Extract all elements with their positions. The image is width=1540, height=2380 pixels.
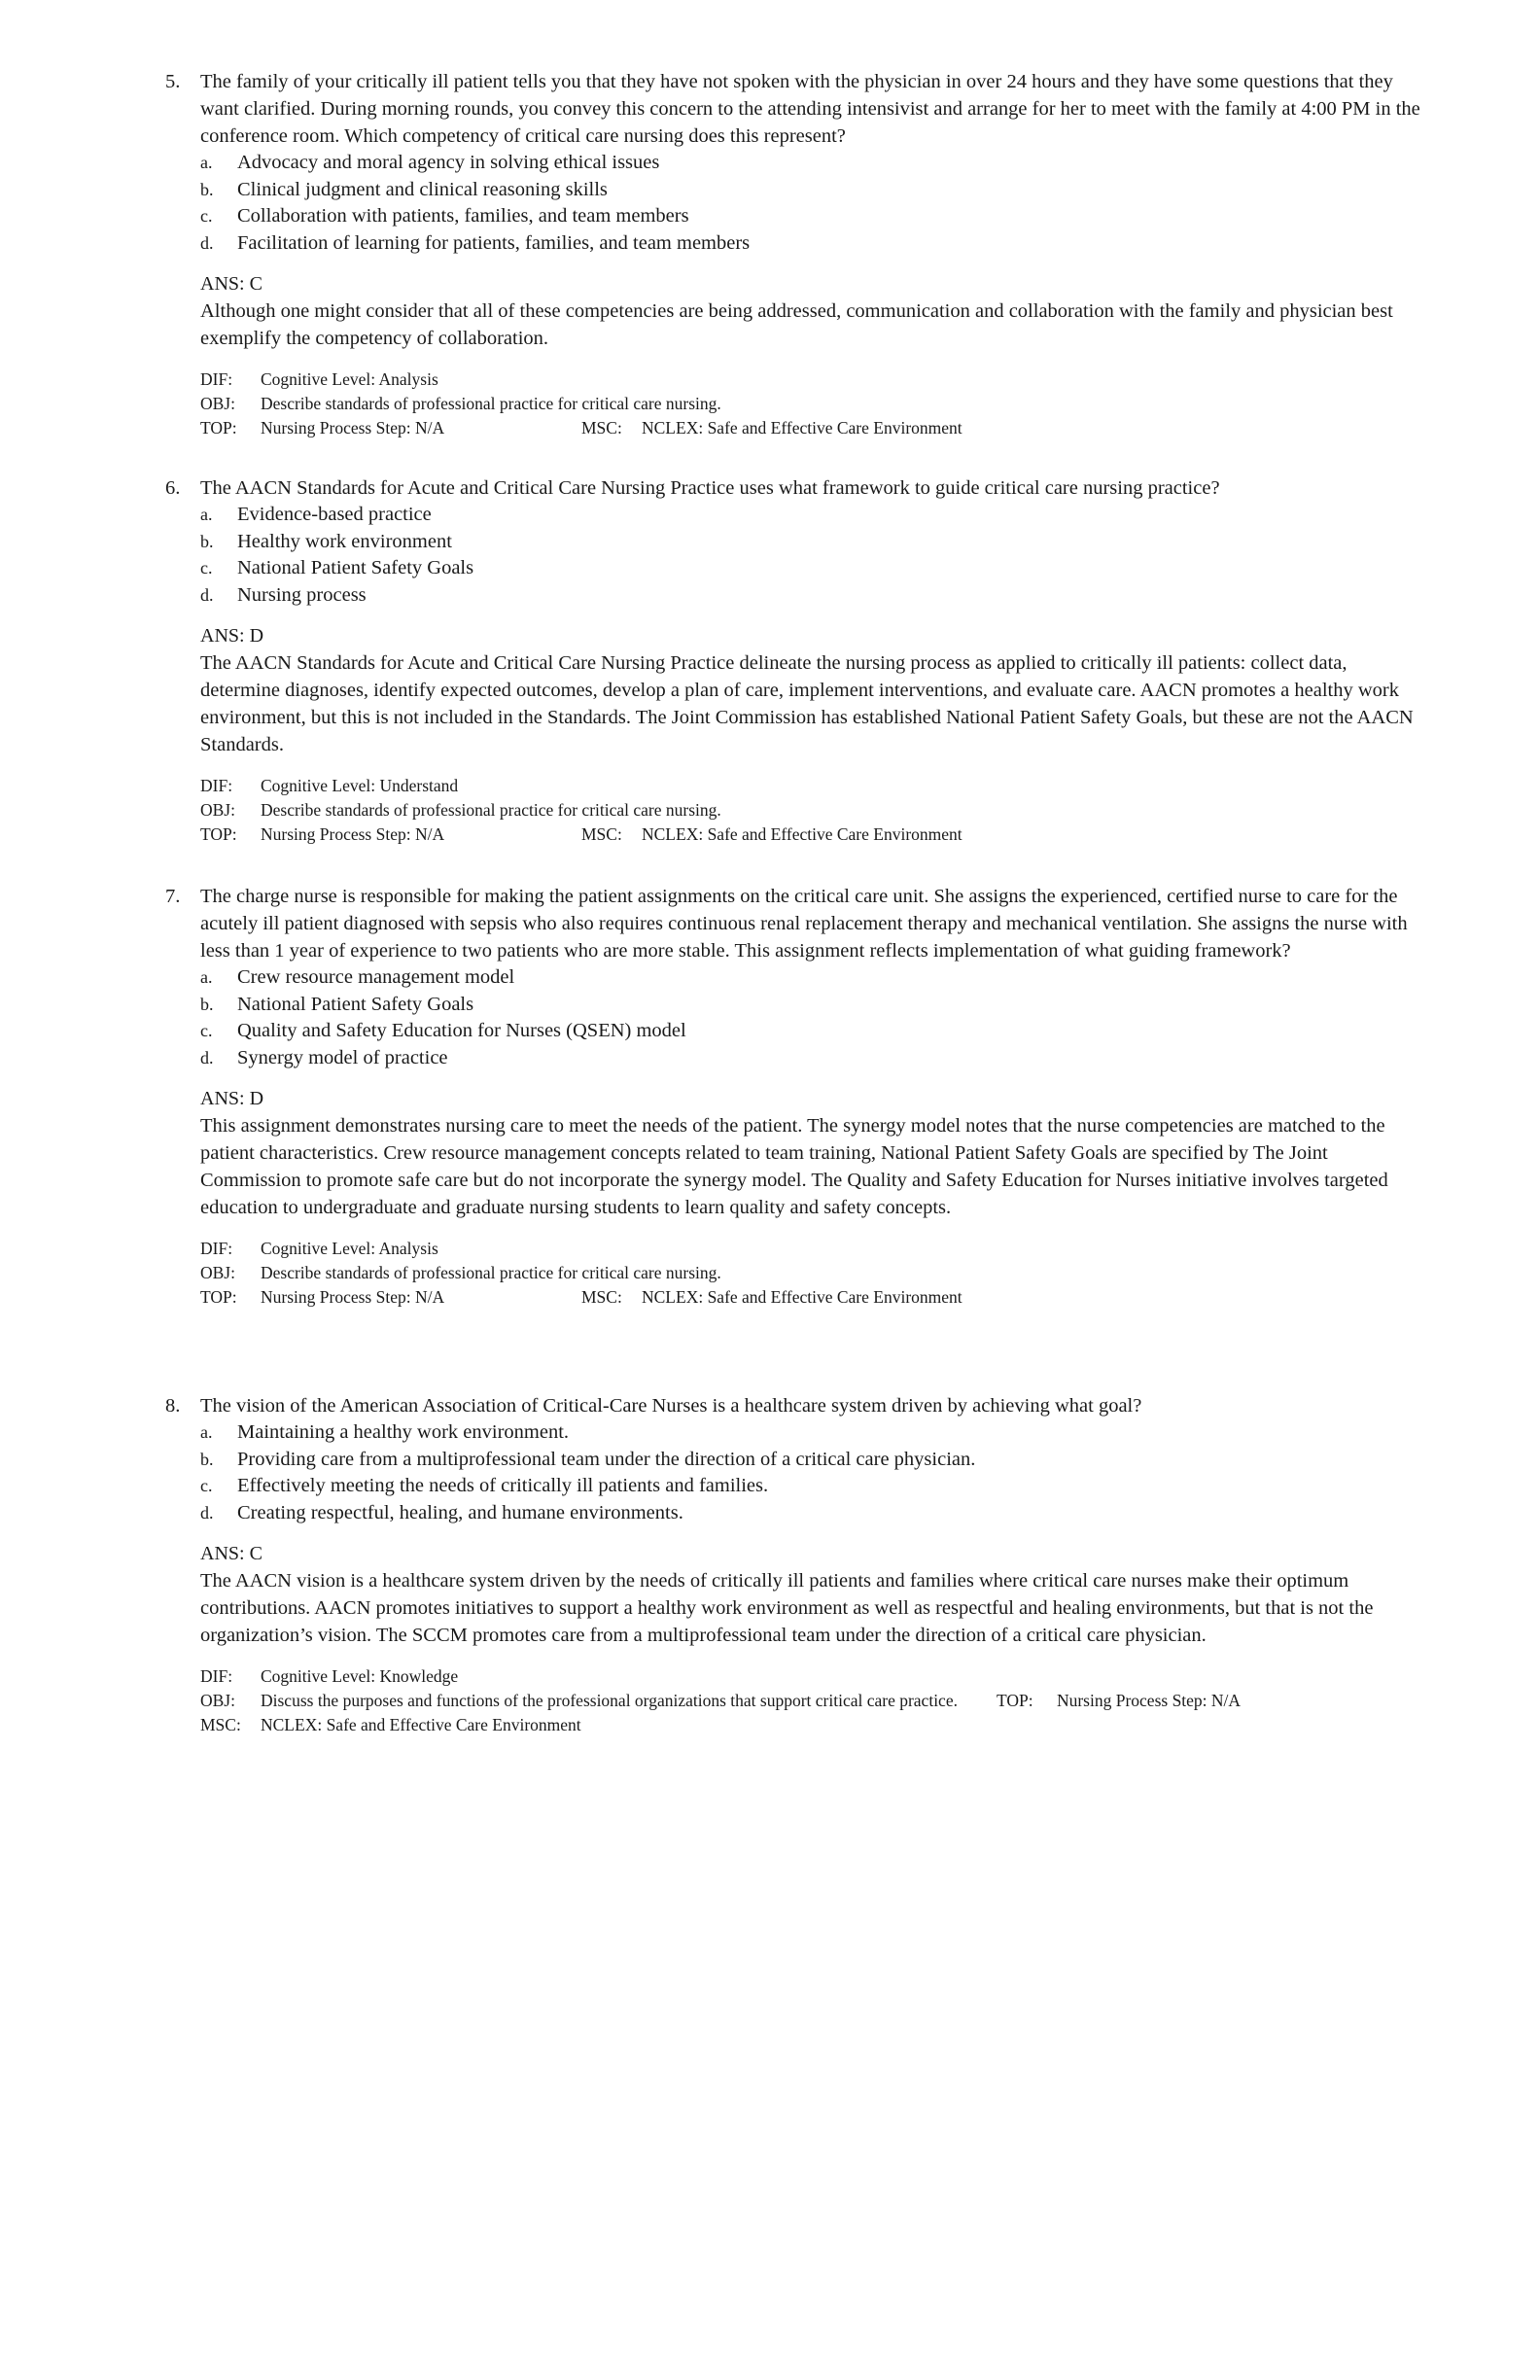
option-text: Creating respectful, healing, and humane environments. — [237, 1501, 683, 1523]
top-label: TOP: — [200, 824, 237, 844]
msc-value: NCLEX: Safe and Effective Care Environment — [642, 824, 962, 844]
option-letter: c. — [200, 1476, 213, 1495]
difficulty-line — [200, 1237, 1429, 1261]
top-label: TOP: — [200, 418, 237, 438]
option-c — [165, 1473, 1429, 1500]
obj-value: Discuss the purposes and functions of the professional organizations that support critical care practice. — [261, 1691, 958, 1710]
difficulty-line — [200, 1664, 1429, 1689]
answer-key: ANS: D — [200, 625, 264, 647]
question-5 — [165, 68, 1429, 440]
option-letter: b. — [200, 531, 214, 551]
option-letter: b. — [200, 1449, 214, 1469]
answer-options — [165, 150, 1429, 257]
msc-label: MSC: — [581, 1287, 622, 1307]
top-label: TOP: — [200, 1287, 237, 1307]
question-text: The AACN Standards for Acute and Critical Care Nursing Practice uses what framework to guide critical care nursing practice? — [200, 477, 1220, 499]
dif-value: Cognitive Level: Knowledge — [261, 1666, 459, 1686]
topic-line — [200, 416, 1429, 440]
option-c — [165, 1018, 1429, 1045]
question-number: 6. — [165, 477, 181, 499]
top-value: Nursing Process Step: N/A — [261, 418, 445, 438]
answer-options — [165, 1419, 1429, 1526]
option-text: Facilitation of learning for patients, families, and team members — [237, 231, 751, 254]
objective-line — [200, 1689, 1429, 1713]
option-text: National Patient Safety Goals — [237, 557, 474, 578]
option-letter: d. — [200, 584, 214, 605]
obj-label: OBJ: — [200, 394, 235, 413]
question-metadata — [165, 774, 1429, 847]
question-stem — [165, 474, 1429, 502]
rationale: Although one might consider that all of these competencies are being addressed, communication and collaboration with the family and physician best exemplify the competency of collaboration. — [200, 300, 1393, 349]
option-letter: a. — [200, 967, 213, 987]
question-7 — [165, 883, 1429, 1310]
option-d — [165, 230, 1429, 258]
option-letter: b. — [200, 994, 214, 1014]
option-letter: a. — [200, 1422, 213, 1442]
option-a — [165, 502, 1429, 529]
obj-value: Describe standards of professional practice for critical care nursing. — [261, 394, 721, 413]
option-text: Providing care from a multiprofessional team under the direction of a critical care physician. — [237, 1448, 976, 1470]
dif-value: Cognitive Level: Analysis — [261, 369, 438, 389]
msc-label: MSC: — [581, 824, 622, 844]
rationale: The AACN Standards for Acute and Critical Care Nursing Practice delineate the nursing process as applied to critically ill patients: collect data, determine diagnoses, identify expected outcomes, develop a plan of care, implement interventions, and evaluate care. AACN promotes a healthy work environment, but this is not included in the Standards. The Joint Commission has established National Patient Safety Goals, but these are not the AACN Standards. — [200, 652, 1414, 755]
option-letter: c. — [200, 1021, 213, 1040]
option-letter: c. — [200, 206, 213, 226]
difficulty-line — [200, 368, 1429, 392]
msc-label: MSC: — [581, 418, 622, 438]
obj-value: Describe standards of professional practice for critical care nursing. — [261, 800, 721, 820]
objective-line — [200, 798, 1429, 822]
option-a — [165, 964, 1429, 992]
option-text: Nursing process — [237, 583, 367, 606]
question-stem — [165, 1392, 1429, 1419]
option-text: Advocacy and moral agency in solving ethical issues — [237, 152, 660, 173]
dif-value: Cognitive Level: Analysis — [261, 1239, 438, 1258]
option-d — [165, 582, 1429, 610]
option-b — [165, 529, 1429, 556]
question-stem — [165, 883, 1429, 964]
question-metadata — [165, 368, 1429, 440]
objective-line — [200, 392, 1429, 416]
option-c — [165, 203, 1429, 230]
dif-label: DIF: — [200, 776, 233, 795]
msc-value: NCLEX: Safe and Effective Care Environment — [642, 1287, 962, 1307]
option-c — [165, 555, 1429, 582]
question-number: 5. — [165, 71, 181, 92]
question-text: The family of your critically ill patient tells you that they have not spoken with the physician in over 24 hours and they have some questions that they want clarified. During morning rounds, you convey this concern to the attending intensivist and arrange for her to meet with the family at 4:00 PM in the conference room. Which competency of critical care nursing does this represent? — [200, 71, 1420, 147]
option-text: Collaboration with patients, families, and team members — [237, 205, 689, 227]
option-letter: c. — [200, 558, 213, 578]
question-stem — [165, 68, 1429, 150]
question-text: The vision of the American Association of Critical-Care Nurses is a healthcare system driven by achieving what goal? — [200, 1395, 1142, 1417]
top-value: Nursing Process Step: N/A — [261, 824, 445, 844]
difficulty-line — [200, 774, 1429, 798]
option-letter: a. — [200, 505, 213, 524]
option-b — [165, 1447, 1064, 1474]
option-text: Effectively meeting the needs of critically ill patients and families. — [237, 1475, 769, 1496]
dif-label: DIF: — [200, 1666, 233, 1686]
dif-label: DIF: — [200, 369, 233, 389]
rationale: This assignment demonstrates nursing care to meet the needs of the patient. The synergy model notes that the nurse competencies are matched to the patient characteristics. Crew resource management concepts related to team training, National Patient Safety Goals are specified by The Joint Commission to promote safe care but do not incorporate the synergy model. The Quality and Safety Education for Nurses initiative involves targeted education to undergraduate and graduate nursing students to learn quality and safety concepts. — [200, 1115, 1388, 1218]
obj-label: OBJ: — [200, 800, 235, 820]
msc-line — [200, 1713, 1429, 1737]
option-d — [165, 1500, 1429, 1527]
topic-line — [200, 822, 1429, 847]
option-text: Crew resource management model — [237, 966, 515, 988]
question-metadata — [165, 1237, 1429, 1310]
option-b — [165, 177, 1429, 204]
option-letter: a. — [200, 153, 213, 172]
answer-key: ANS: C — [200, 273, 262, 295]
option-letter: d. — [200, 1047, 214, 1068]
obj-label: OBJ: — [200, 1263, 235, 1282]
question-number: 8. — [165, 1395, 181, 1417]
answer-options — [165, 964, 1429, 1071]
dif-label: DIF: — [200, 1239, 233, 1258]
msc-label: MSC: — [200, 1715, 241, 1734]
answer-key: ANS: C — [200, 1543, 262, 1564]
question-text: The charge nurse is responsible for making the patient assignments on the critical care unit. She assigns the experienced, certified nurse to care for the acutely ill patient diagnosed with sepsis who also requires continuous renal replacement therapy and mechanical ventilation. She assigns the nurse with less than 1 year of experience to two patients who are more stable. This assignment reflects implementation of what guiding framework? — [200, 886, 1408, 962]
option-letter: d. — [200, 232, 214, 253]
option-b — [165, 992, 1429, 1019]
question-6 — [165, 474, 1429, 847]
msc-value: NCLEX: Safe and Effective Care Environment — [261, 1715, 581, 1734]
option-text: Synergy model of practice — [237, 1046, 448, 1068]
topic-line — [200, 1285, 1429, 1310]
option-a — [165, 150, 1429, 177]
option-text: Healthy work environment — [237, 530, 452, 552]
option-text: Maintaining a healthy work environment. — [237, 1421, 570, 1443]
option-d — [165, 1045, 1429, 1072]
option-text: National Patient Safety Goals — [237, 993, 474, 1015]
question-metadata — [165, 1664, 1429, 1737]
obj-label: OBJ: — [200, 1691, 235, 1710]
question-number: 7. — [165, 886, 181, 907]
rationale: The AACN vision is a healthcare system driven by the needs of critically ill patients and families where critical care nurses make their optimum contributions. AACN promotes initiatives to support a healthy work environment as well as respectful and healing environments, but that is not the organization’s vision. The SCCM promotes care from a multiprofessional team under the direction of a critical care physician. — [200, 1570, 1374, 1646]
option-letter: b. — [200, 179, 214, 199]
question-8 — [165, 1392, 1429, 1737]
dif-value: Cognitive Level: Understand — [261, 776, 459, 795]
option-text: Quality and Safety Education for Nurses (QSEN) model — [237, 1020, 686, 1041]
objective-line — [200, 1261, 1429, 1285]
top-label: TOP: — [996, 1691, 1033, 1710]
option-text: Evidence-based practice — [237, 504, 432, 525]
option-a — [165, 1419, 1429, 1447]
option-text: Clinical judgment and clinical reasoning skills — [237, 178, 608, 200]
obj-value: Describe standards of professional practice for critical care nursing. — [261, 1263, 721, 1282]
top-value: Nursing Process Step: N/A — [1056, 1691, 1242, 1710]
msc-value: NCLEX: Safe and Effective Care Environment — [642, 418, 962, 438]
answer-key: ANS: D — [200, 1088, 264, 1109]
option-letter: d. — [200, 1502, 214, 1522]
answer-options — [165, 502, 1429, 609]
top-value: Nursing Process Step: N/A — [261, 1287, 445, 1307]
